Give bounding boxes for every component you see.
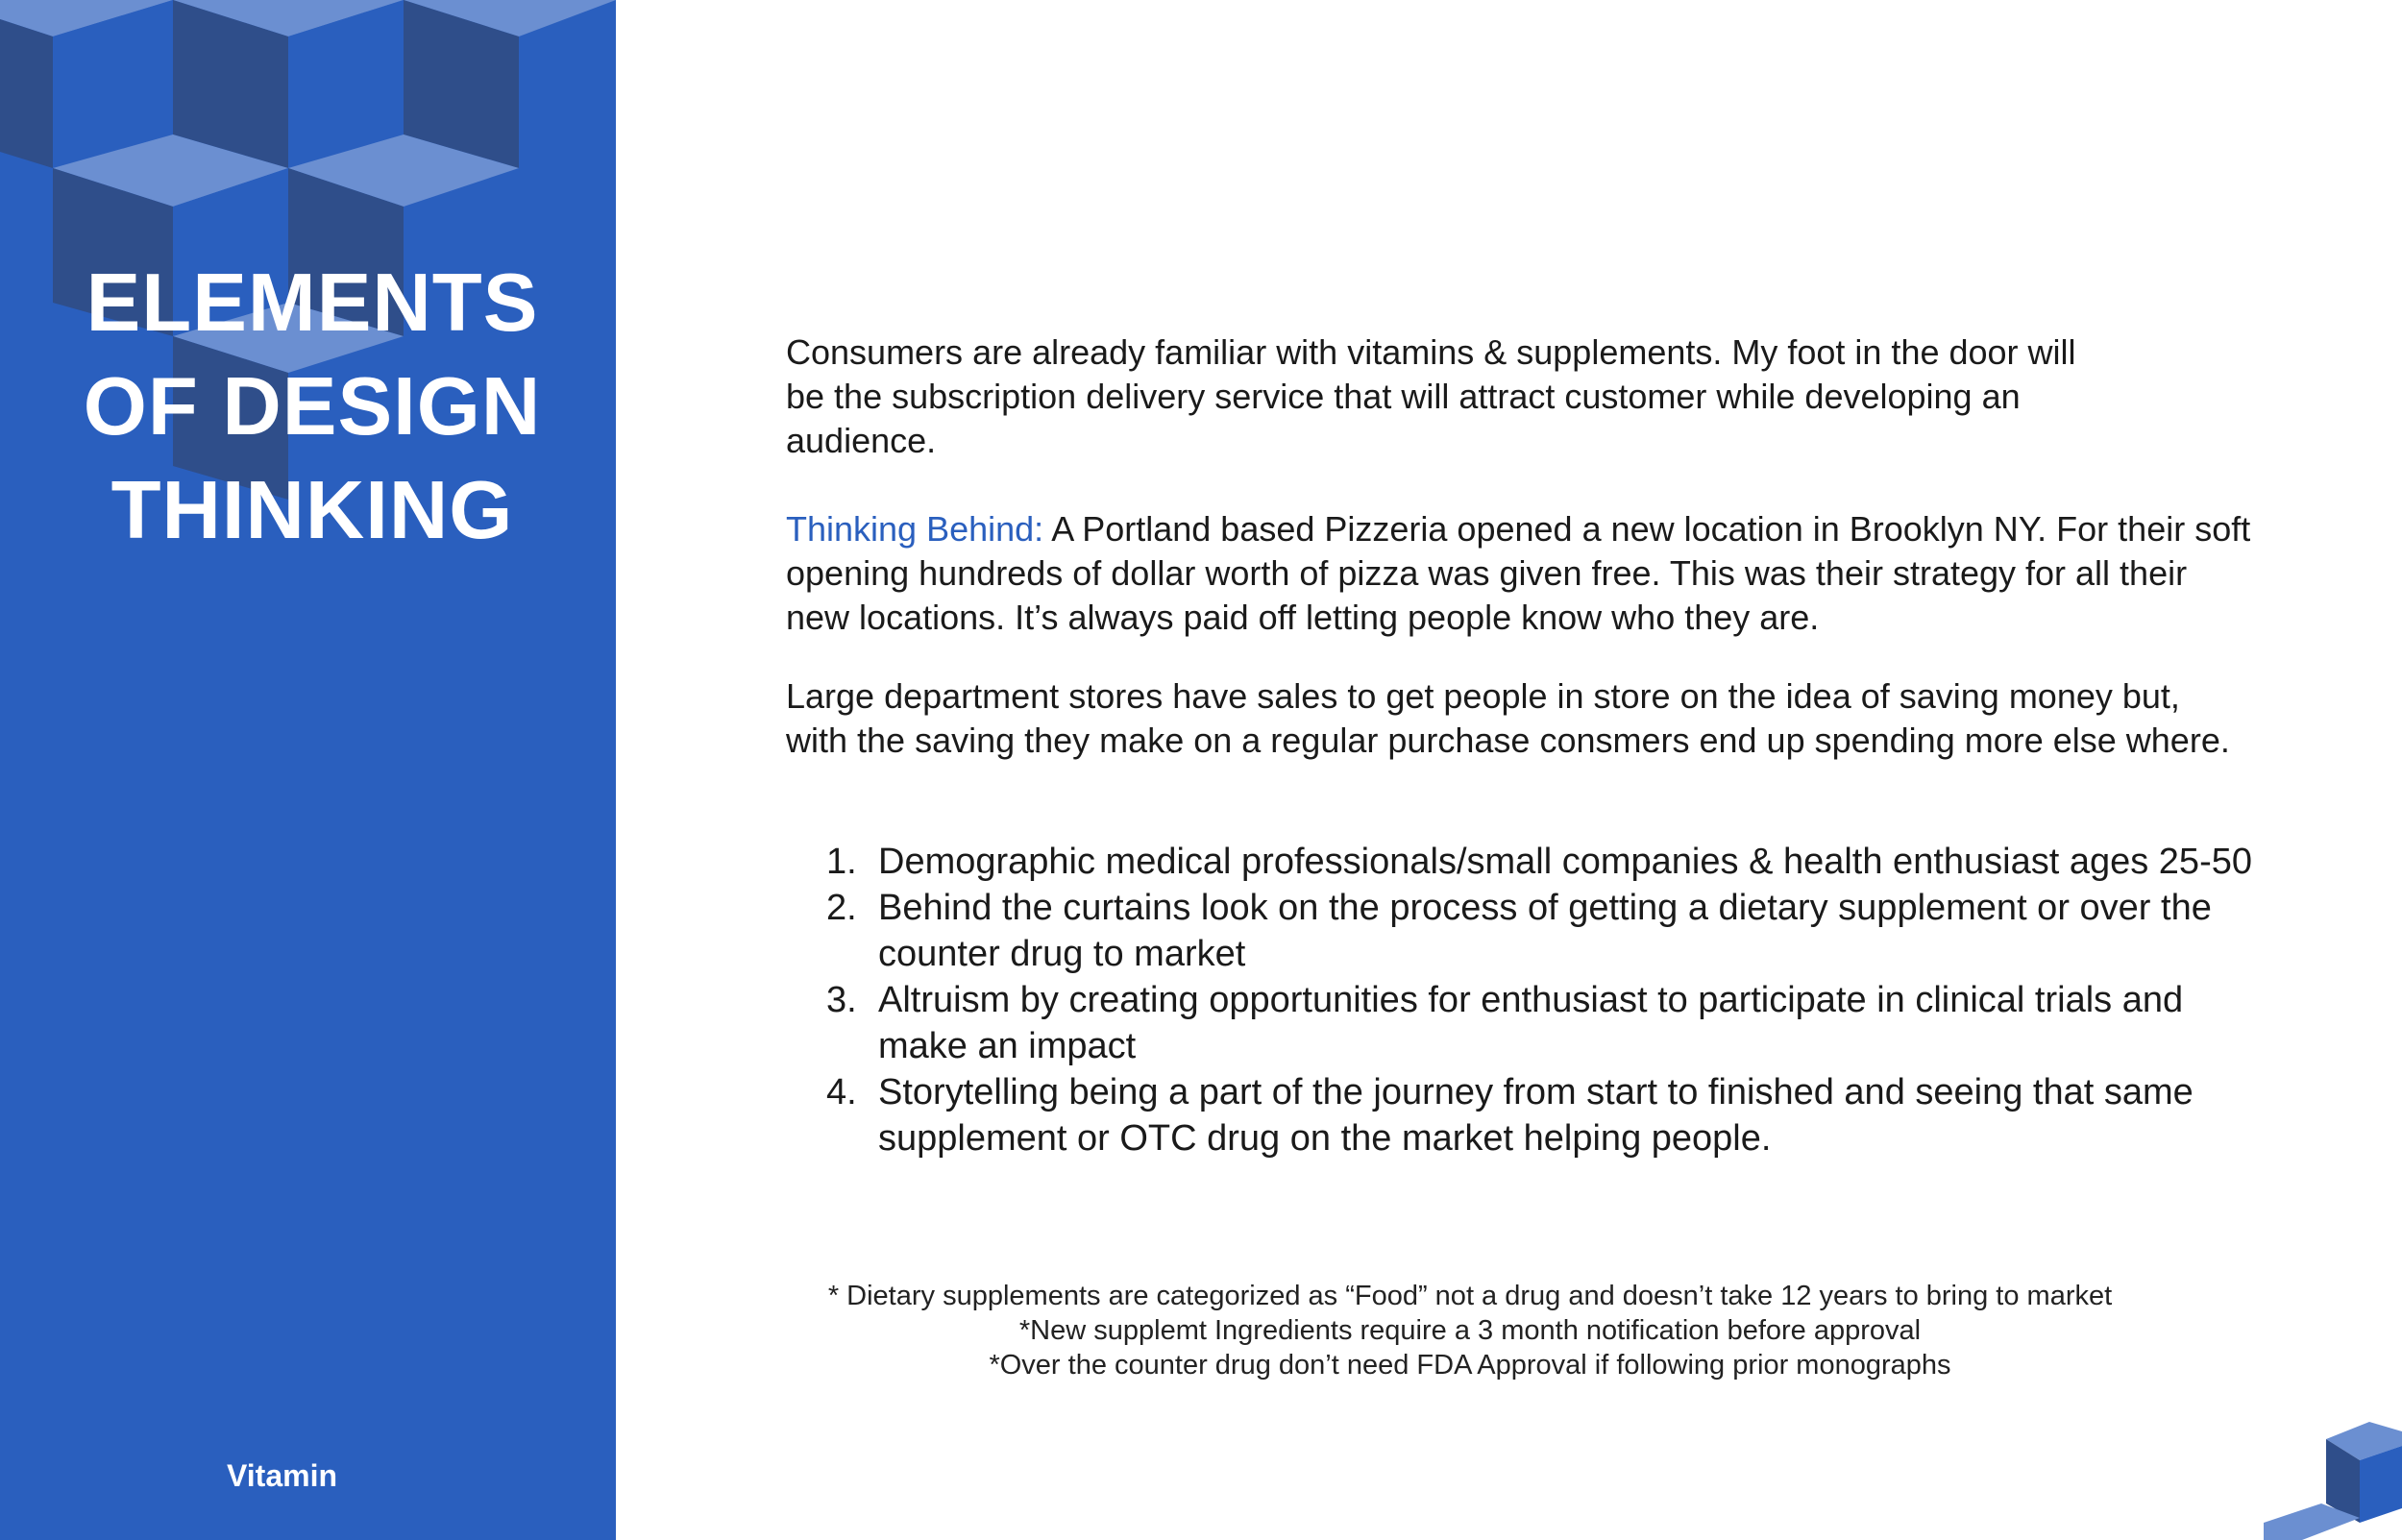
paragraph-line: Consumers are already familiar with vitamins & supplements. My foot in the door will (786, 332, 2076, 372)
list-number: 4. (826, 1072, 857, 1112)
footnotes (701, 1279, 2239, 1382)
paragraph-thinking-behind (786, 507, 2250, 640)
list-item-line: Behind the curtains look on the process of getting a dietary supplement or over the (878, 888, 2212, 928)
footnote: * Dietary supplements are categorized as “Food” not a drug and doesn’t take 12 years to bring to market (827, 1281, 2113, 1311)
paragraph-line: be the subscription delivery service that will attract customer while developing an (786, 377, 2021, 416)
page-title (0, 252, 616, 563)
list-item-line: counter drug to market (878, 934, 1246, 974)
paragraph-line (786, 507, 2250, 551)
list-item-line: make an impact (878, 1026, 1137, 1066)
numbered-list (786, 839, 2252, 1161)
footer-label: Vitamin (227, 1458, 337, 1493)
paragraph-department-stores (786, 674, 2230, 763)
sidebar-panel (0, 0, 616, 1540)
paragraph-intro (786, 330, 2227, 463)
thinking-behind-label: Thinking Behind: (786, 509, 1044, 549)
paragraph-text: A Portland based Pizzeria opened a new location in Brooklyn NY. For their soft (1043, 509, 2251, 549)
corner-cube-decoration (2264, 1422, 2402, 1540)
title-line: THINKING (110, 465, 514, 556)
paragraph-line: with the saving they make on a regular purchase consmers end up spending more else where. (786, 721, 2230, 760)
list-item (786, 1069, 2252, 1161)
footnote: *Over the counter drug don’t need FDA Approval if following prior monographs (989, 1350, 1951, 1381)
title-line: OF DESIGN (83, 361, 542, 452)
paragraph-line: audience. (786, 421, 937, 460)
list-item-line: Altruism by creating opportunities for enthusiast to participate in clinical trials and (878, 980, 2184, 1020)
paragraph-line: Large department stores have sales to get people in store on the idea of saving money but, (786, 676, 2180, 716)
list-number: 1. (826, 842, 857, 882)
footnote: *New supplemt Ingredients require a 3 month notification before approval (1018, 1315, 1922, 1346)
title-line: ELEMENTS (86, 257, 539, 349)
list-item (786, 885, 2252, 977)
paragraph-line: opening hundreds of dollar worth of pizza was given free. This was their strategy for all their (786, 553, 2188, 593)
list-item-line: supplement or OTC drug on the market helping people. (878, 1118, 1772, 1159)
paragraph-line: new locations. It’s always paid off letting people know who they are. (786, 598, 1820, 637)
list-item-line: Storytelling being a part of the journey from start to finished and seeing that same (878, 1072, 2194, 1112)
list-item-line: Demographic medical professionals/small companies & health enthusiast ages 25-50 (878, 842, 2252, 882)
list-number: 2. (826, 888, 857, 928)
list-item (786, 977, 2252, 1069)
list-number: 3. (826, 980, 857, 1020)
list-item (786, 839, 2252, 885)
